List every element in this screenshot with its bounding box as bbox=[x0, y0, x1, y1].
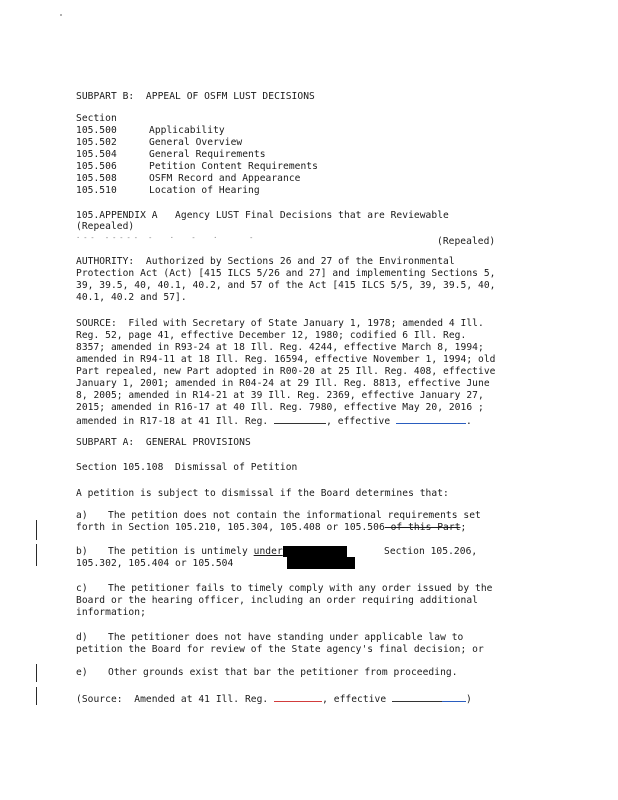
toc-number: 105.504 bbox=[76, 149, 117, 160]
item-e-label: e) bbox=[76, 667, 88, 678]
change-bar bbox=[36, 687, 37, 705]
toc-number: 105.510 bbox=[76, 185, 117, 196]
item-d-line: The petitioner does not have standing under applicable law to bbox=[108, 632, 464, 643]
toc-title: General Requirements bbox=[149, 149, 266, 160]
toc-title: Applicability bbox=[149, 125, 225, 136]
toc-number: 105.500 bbox=[76, 125, 117, 136]
authority-line: 40.1, 40.2 and 57]. bbox=[76, 292, 187, 303]
blank-reg-number bbox=[274, 692, 322, 702]
source-line: January 1, 2001; amended in R04-24 at 29 Ill. Reg. 8813, effective June bbox=[76, 378, 490, 389]
source-line: 8, 2005; amended in R14-21 at 39 Ill. Reg. 2369, effective January 27, bbox=[76, 390, 484, 401]
item-c-line: Board or the hearing officer, including an order requiring additional bbox=[76, 595, 478, 606]
subpart-b-heading: SUBPART B: APPEAL OF OSFM LUST DECISIONS bbox=[76, 91, 315, 102]
item-b-text: The petition is untimely bbox=[108, 546, 254, 557]
change-bar bbox=[36, 520, 37, 540]
toc-title: General Overview bbox=[149, 137, 243, 148]
change-bar bbox=[36, 664, 37, 682]
toc-title: Location of Hearing bbox=[149, 185, 260, 196]
cut-off-line: ·-- ----- - · - · - bbox=[76, 234, 257, 242]
redaction-box bbox=[283, 546, 347, 557]
change-bar bbox=[36, 544, 37, 566]
footer-close: ) bbox=[466, 694, 472, 705]
item-b-section: Section 105.206, bbox=[384, 546, 478, 557]
toc-number: 105.506 bbox=[76, 161, 117, 172]
appendix-line: 105.APPENDIX A Agency LUST Final Decisions that are Reviewable bbox=[76, 210, 449, 221]
item-e-line: Other grounds exist that bar the petitioner from proceeding. bbox=[108, 667, 458, 678]
item-a-text: forth in Section 105.210, 105.304, 105.408 or 105.506 bbox=[76, 522, 385, 533]
toc-number: 105.502 bbox=[76, 137, 117, 148]
redaction-box bbox=[287, 557, 355, 569]
item-a-line: The petition does not contain the informational requirements set bbox=[108, 510, 481, 521]
item-c-label: c) bbox=[76, 583, 88, 594]
item-a-struck-text: of this Part bbox=[384, 522, 461, 533]
footer-source-effective: , effective bbox=[322, 694, 393, 705]
intro-text: A petition is subject to dismissal if the Board determines that: bbox=[76, 488, 449, 499]
source-line: Reg. 52, page 41, effective December 12, 1980; codified 6 Ill. Reg. bbox=[76, 330, 467, 341]
section-title: Section 105.108 Dismissal of Petition bbox=[76, 462, 298, 473]
blank-effective-date bbox=[392, 692, 442, 702]
authority-line: Protection Act (Act) [415 ILCS 5/26 and 27] and implementing Sections 5, bbox=[76, 268, 496, 279]
item-b-label: b) bbox=[76, 546, 88, 557]
item-b-line bbox=[108, 546, 283, 558]
blank-effective-date-end bbox=[442, 692, 466, 702]
item-a-line bbox=[76, 522, 466, 534]
item-c-line: The petitioner fails to timely comply with any order issued by the bbox=[108, 583, 493, 594]
appendix-line: (Repealed) bbox=[76, 221, 135, 232]
item-a-label: a) bbox=[76, 510, 88, 521]
source-line: Part repealed, new Part adopted in R00-20 at 25 Ill. Reg. 408, effective bbox=[76, 366, 496, 377]
scan-speck bbox=[60, 14, 62, 16]
source-last-prefix: amended in R17-18 at 41 Ill. Reg. bbox=[76, 416, 269, 427]
source-line: SOURCE: Filed with Secretary of State January 1, 1978; amended 4 Ill. bbox=[76, 318, 484, 329]
item-d-label: d) bbox=[76, 632, 88, 643]
source-line: 2015; amended in R16-17 at 40 Ill. Reg. 7980, effective May 20, 2016 ; bbox=[76, 402, 484, 413]
source-line: 8357; amended in R93-24 at 18 Ill. Reg. 4244, effective March 8, 1994; bbox=[76, 342, 484, 353]
footer-source-prefix: (Source: Amended at 41 Ill. Reg. bbox=[76, 694, 275, 705]
blank-reg-number bbox=[274, 414, 326, 424]
toc-number: 105.508 bbox=[76, 173, 117, 184]
item-c-line: information; bbox=[76, 607, 146, 618]
item-a-end: ; bbox=[460, 522, 467, 533]
footer-source-line bbox=[76, 692, 472, 706]
source-line: amended in R94-11 at 18 Ill. Reg. 16594, effective November 1, 1994; old bbox=[76, 354, 496, 365]
subpart-a-heading: SUBPART A: GENERAL PROVISIONS bbox=[76, 437, 251, 448]
source-last-effective: , effective bbox=[326, 416, 391, 427]
item-d-line: petition the Board for review of the State agency's final decision; or bbox=[76, 644, 484, 655]
appendix-repealed: (Repealed) bbox=[437, 236, 496, 247]
item-b-line: 105.302, 105.404 or 105.504 bbox=[76, 558, 240, 569]
toc-title: OSFM Record and Appearance bbox=[149, 173, 301, 184]
authority-line: AUTHORITY: Authorized by Sections 26 and 27 of the Environmental bbox=[76, 256, 455, 267]
section-label: Section bbox=[76, 113, 117, 124]
toc-title: Petition Content Requirements bbox=[149, 161, 318, 172]
source-last-line: amended in R17-18 at 41 Ill. Reg. , effective . bbox=[76, 416, 472, 427]
blank-effective-date bbox=[396, 414, 466, 424]
item-b-underlined: under bbox=[253, 546, 283, 557]
authority-line: 39, 39.5, 40, 40.1, 40.2, and 57 of the Act [415 ILCS 5/5, 39, 39.5, 40, bbox=[76, 280, 496, 291]
